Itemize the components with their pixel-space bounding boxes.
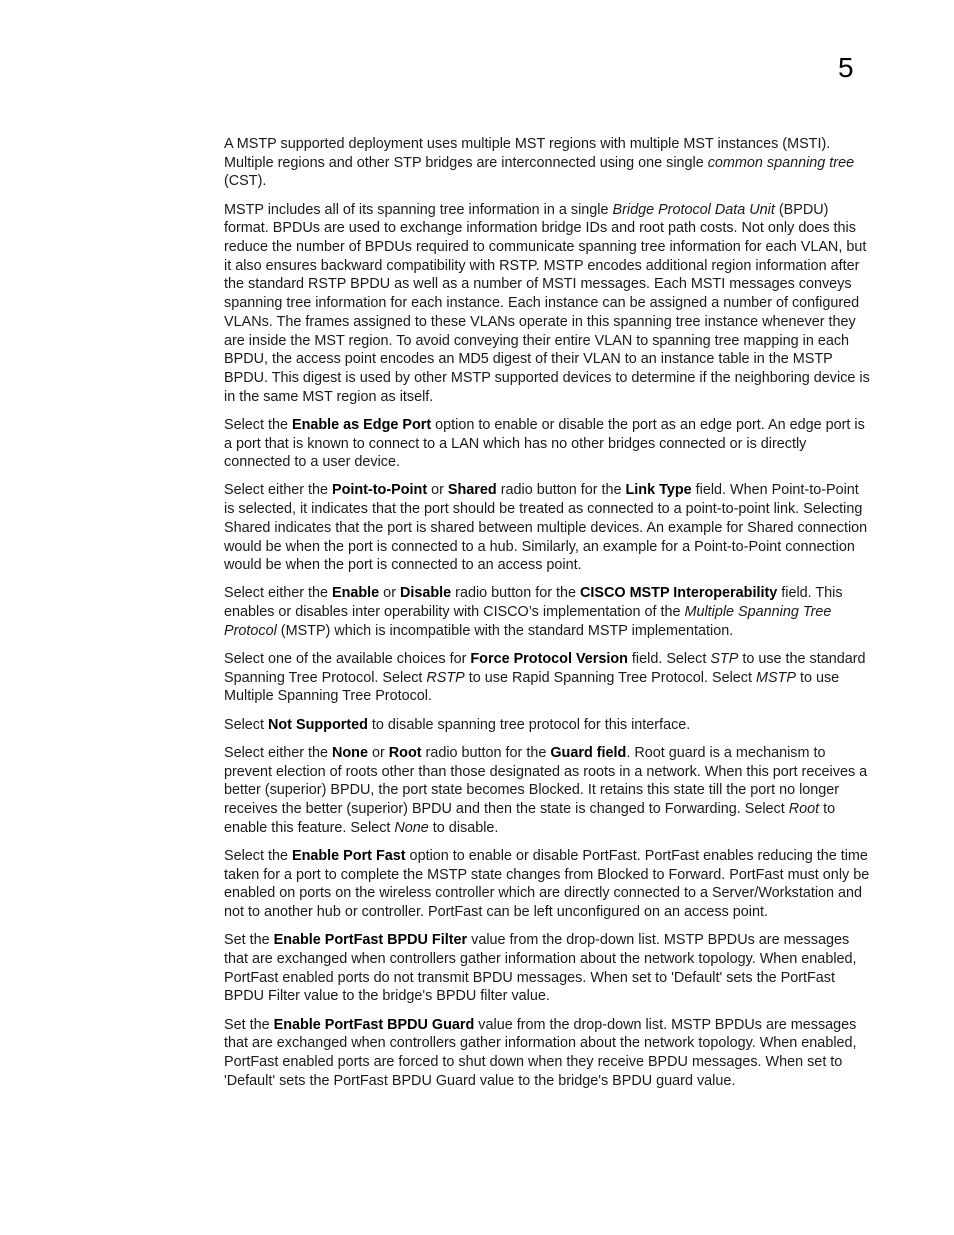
emphasis-term: Root <box>788 801 820 817</box>
text-run: field. Select <box>627 651 711 668</box>
emphasis-term: STP <box>710 651 739 668</box>
text-run: field. This enables or disables inter operability with CISCO’s implementation of the <box>224 585 843 621</box>
ui-term: Enable PortFast BPDU Guard <box>273 1016 475 1033</box>
body-paragraph <box>224 1016 870 1091</box>
ui-term: Point-to-Point <box>332 482 428 499</box>
text-run: radio button for the <box>421 744 551 761</box>
text-run: or <box>367 744 389 761</box>
text-run: option to enable or disable the port as an edge port. An edge port is a port that is known to connect to a LAN which has no other bridges connected or is directly connected to a user device. <box>224 416 865 471</box>
emphasis-term: Bridge Protocol Data Unit <box>612 201 775 218</box>
text-run: Select either the <box>224 482 332 499</box>
body-paragraph <box>224 931 870 1006</box>
text-run: radio button for the <box>496 482 626 499</box>
text-run: Set the <box>224 932 274 949</box>
text-run: to enable this feature. Select <box>224 801 836 836</box>
body-paragraph <box>224 650 870 706</box>
emphasis-term: MSTP <box>755 669 796 686</box>
body-paragraph <box>224 744 870 838</box>
text-run: . Root guard is a mechanism to prevent election of roots other than those designated as roots in a network. When this port receives a better (superior) BPDU, the port state becomes Blocked. It retains this state till the port no longer receives the better (superior) BPDU and then the state is changed to Forwarding. Select <box>224 744 868 817</box>
ui-term: None <box>332 744 368 761</box>
body-paragraph <box>224 584 870 640</box>
text-run: to disable spanning tree protocol for this interface. <box>367 716 691 733</box>
ui-term: Guard field <box>550 744 627 761</box>
text-run: radio button for the <box>451 585 580 602</box>
chapter-number: 5 <box>838 52 854 83</box>
body-paragraph <box>224 135 870 191</box>
text-run: to disable. <box>428 819 499 836</box>
text-run: or <box>379 585 400 602</box>
ui-term: Enable PortFast BPDU Filter <box>273 932 468 949</box>
text-run: to use the standard Spanning Tree Protocol. Select <box>224 651 866 686</box>
text-run: value from the drop-down list. MSTP BPDUs are messages that are exchanged when controllers gather information about the network topology. When enabled, PortFast enabled ports are forced to shut down when they receive BPDU messages. When set to 'Default' sets the PortFast BPDU Guard value to the bridge's BPDU guard value. <box>224 1016 857 1089</box>
text-run: (MSTP) which is incompatible with the standard MSTP implementation. <box>276 622 734 639</box>
ui-term: CISCO MSTP Interoperability <box>580 585 778 602</box>
text-run: Select <box>224 716 268 733</box>
emphasis-term: Multiple Spanning Tree Protocol <box>224 604 832 639</box>
text-run: Select the <box>224 416 292 433</box>
text-run: to use Multiple Spanning Tree Protocol. <box>224 669 840 705</box>
text-run: value from the drop-down list. MSTP BPDUs are messages that are exchanged when controllers gather information about the network topology. When enabled, PortFast enabled ports do not transmit BPDU messages. When set to 'Default' sets the PortFast BPDU Filter value to the bridge's BPDU filter value. <box>224 932 857 1005</box>
ui-term: Shared <box>447 482 497 499</box>
text-run: MSTP includes all of its spanning tree information in a single <box>224 201 613 218</box>
body-paragraph <box>224 416 870 472</box>
ui-term: Enable Port Fast <box>292 847 406 864</box>
text-run: to use Rapid Spanning Tree Protocol. Select <box>464 669 756 686</box>
text-run: (CST). <box>224 173 267 190</box>
text-run: Select either the <box>224 744 332 761</box>
ui-term: Not Supported <box>268 716 368 733</box>
emphasis-term: None <box>394 819 429 836</box>
ui-term: Disable <box>399 585 452 602</box>
text-run: option to enable or disable PortFast. PortFast enables reducing the time taken for a port to complete the MSTP state changes from Blocked to Forward. PortFast must only be enabled on ports on the wireless controller which are directly connected to a Server/Workstation and not to another hub or controller. PortFast can be left unconfigured on an access point. <box>224 847 870 921</box>
text-run: Set the <box>224 1016 274 1033</box>
text-run: A MSTP supported deployment uses multiple MST regions with multiple MST instances (MSTI). Multiple regions and other STP bridges are interconnected using one single <box>224 136 831 171</box>
ui-term: Link Type <box>625 482 692 499</box>
body-paragraph <box>224 481 870 575</box>
emphasis-term: RSTP <box>426 669 465 686</box>
text-run: Select one of the available choices for <box>224 651 471 668</box>
ui-term: Force Protocol Version <box>470 651 628 668</box>
body-paragraph <box>224 847 870 922</box>
emphasis-term: common spanning tree <box>707 154 855 171</box>
ui-term: Enable <box>332 585 380 602</box>
body-paragraph <box>224 716 870 735</box>
text-run: Select the <box>224 847 292 864</box>
text-run: or <box>427 482 448 499</box>
body-paragraph <box>224 201 870 407</box>
document-body <box>224 135 870 1100</box>
ui-term: Enable as Edge Port <box>292 416 432 433</box>
text-run: Select either the <box>224 585 332 602</box>
text-run: (BPDU) format. BPDUs are used to exchange information bridge IDs and root path costs. Not only does this reduce the number of BPDUs required to communicate spanning tree information for each VLAN, but it also ensures backward compatibility with RSTP. MSTP encodes additional region information after the standard RSTP BPDU as well as a number of MSTI messages. Each MSTI messages conveys spanning tree information for each instance. Each instance can be assigned a number of configured VLANs. The frames assigned to these VLANs operate in this spanning tree instance whenever they are inside the MST region. To avoid conveying their entire VLAN to spanning tree mapping in each BPDU, the access point encodes an MD5 digest of their VLAN to an instance table in the MSTP BPDU. This digest is used by other MSTP supported devices to determine if the neighboring device is in the same MST region as itself. <box>224 201 870 405</box>
text-run: field. When Point-to-Point is selected, it indicates that the port should be treated as connected to a point-to-point link. Selecting Shared indicates that the port is shared between multiple devices. An example for Shared connection would be when the port is connected to a hub. Similarly, an example for a Point-to-Point connection would be when the port is connected to an access point. <box>224 482 868 574</box>
ui-term: Root <box>388 744 422 761</box>
